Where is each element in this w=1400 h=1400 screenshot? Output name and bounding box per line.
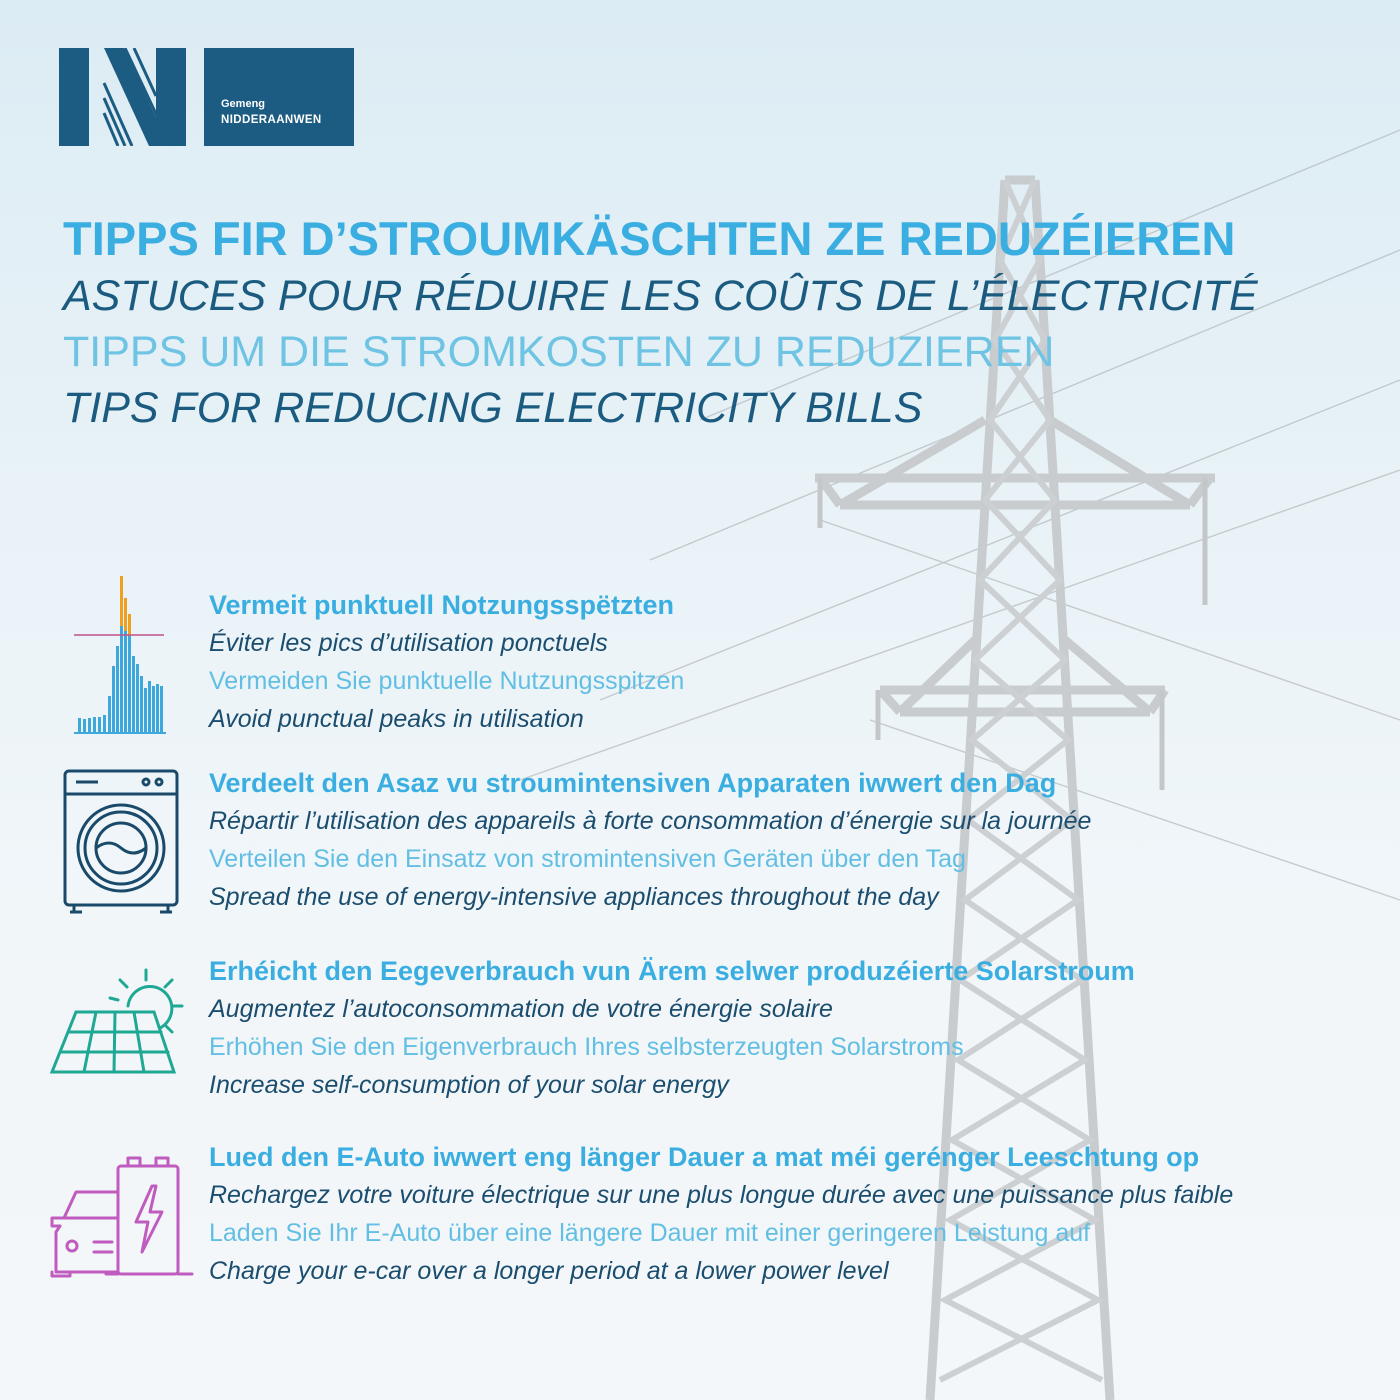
title-english: TIPS FOR REDUCING ELECTRICITY BILLS	[63, 384, 923, 432]
title-german: TIPPS UM DIE STROMKOSTEN ZU REDUZIEREN	[63, 328, 1055, 376]
tip-lb: Verdeelt den Asaz vu stroumintensiven Apparaten iwwert den Dag	[209, 768, 1057, 798]
tip-de: Verteilen Sie den Einsatz von stromintensiven Geräten über den Tag	[209, 845, 966, 873]
washing-machine-icon	[62, 768, 180, 914]
tip-de: Laden Sie Ihr E-Auto über eine längere Dauer mit einer geringeren Leistung auf	[209, 1219, 1091, 1247]
tip-fr: Rechargez votre voiture électrique sur une plus longue durée avec une puissance plus faible	[209, 1181, 1234, 1209]
tip-fr: Augmentez l’autoconsommation de votre énergie solaire	[209, 995, 833, 1023]
title-luxembourgish: TIPPS FIR D’STROUMKÄSCHTEN ZE REDUZÉIEREN	[63, 212, 1236, 265]
title-french: ASTUCES POUR RÉDUIRE LES COÛTS DE L’ÉLECTRICITÉ	[63, 272, 1258, 320]
logo-text-box	[204, 48, 354, 146]
logo-n-mark	[59, 48, 186, 146]
solar-panel-icon	[48, 968, 192, 1080]
tip-text-block	[209, 764, 1091, 916]
municipality-logo	[59, 48, 354, 146]
logo-nidderaanwen: NIDDERAANWEN	[221, 114, 322, 126]
tip-lb: Erhéicht den Eegeverbrauch vun Ärem selwer produzéierte Solarstroum	[209, 956, 1135, 986]
tip-en: Avoid punctual peaks in utilisation	[209, 705, 584, 733]
tip-en: Charge your e-car over a longer period at a lower power level	[209, 1257, 889, 1285]
tip-en: Increase self-consumption of your solar energy	[209, 1071, 729, 1099]
logo-gemeng: Gemeng	[221, 98, 266, 110]
peak-chart-icon	[74, 576, 170, 736]
tip-text-block	[209, 952, 1135, 1104]
tip-lb: Vermeit punktuell Notzungsspëtzten	[209, 590, 675, 620]
tip-de: Vermeiden Sie punktuelle Nutzungsspitzen	[209, 667, 685, 695]
tip-text-block	[209, 1138, 1233, 1290]
tip-fr: Répartir l’utilisation des appareils à forte consommation d’énergie sur la journée	[209, 807, 1092, 835]
title-block	[63, 210, 1363, 436]
tip-de: Erhöhen Sie den Eigenverbrauch Ihres selbsterzeugten Solarstroms	[209, 1033, 964, 1061]
tip-fr: Éviter les pics d’utilisation ponctuels	[209, 629, 608, 657]
tip-lb: Lued den E-Auto iwwert eng länger Dauer a mat méi gerénger Leeschtung op	[209, 1142, 1200, 1172]
electric-car-icon	[46, 1156, 194, 1278]
tip-text-block	[209, 586, 684, 738]
tip-en: Spread the use of energy-intensive appliances throughout the day	[209, 883, 939, 911]
